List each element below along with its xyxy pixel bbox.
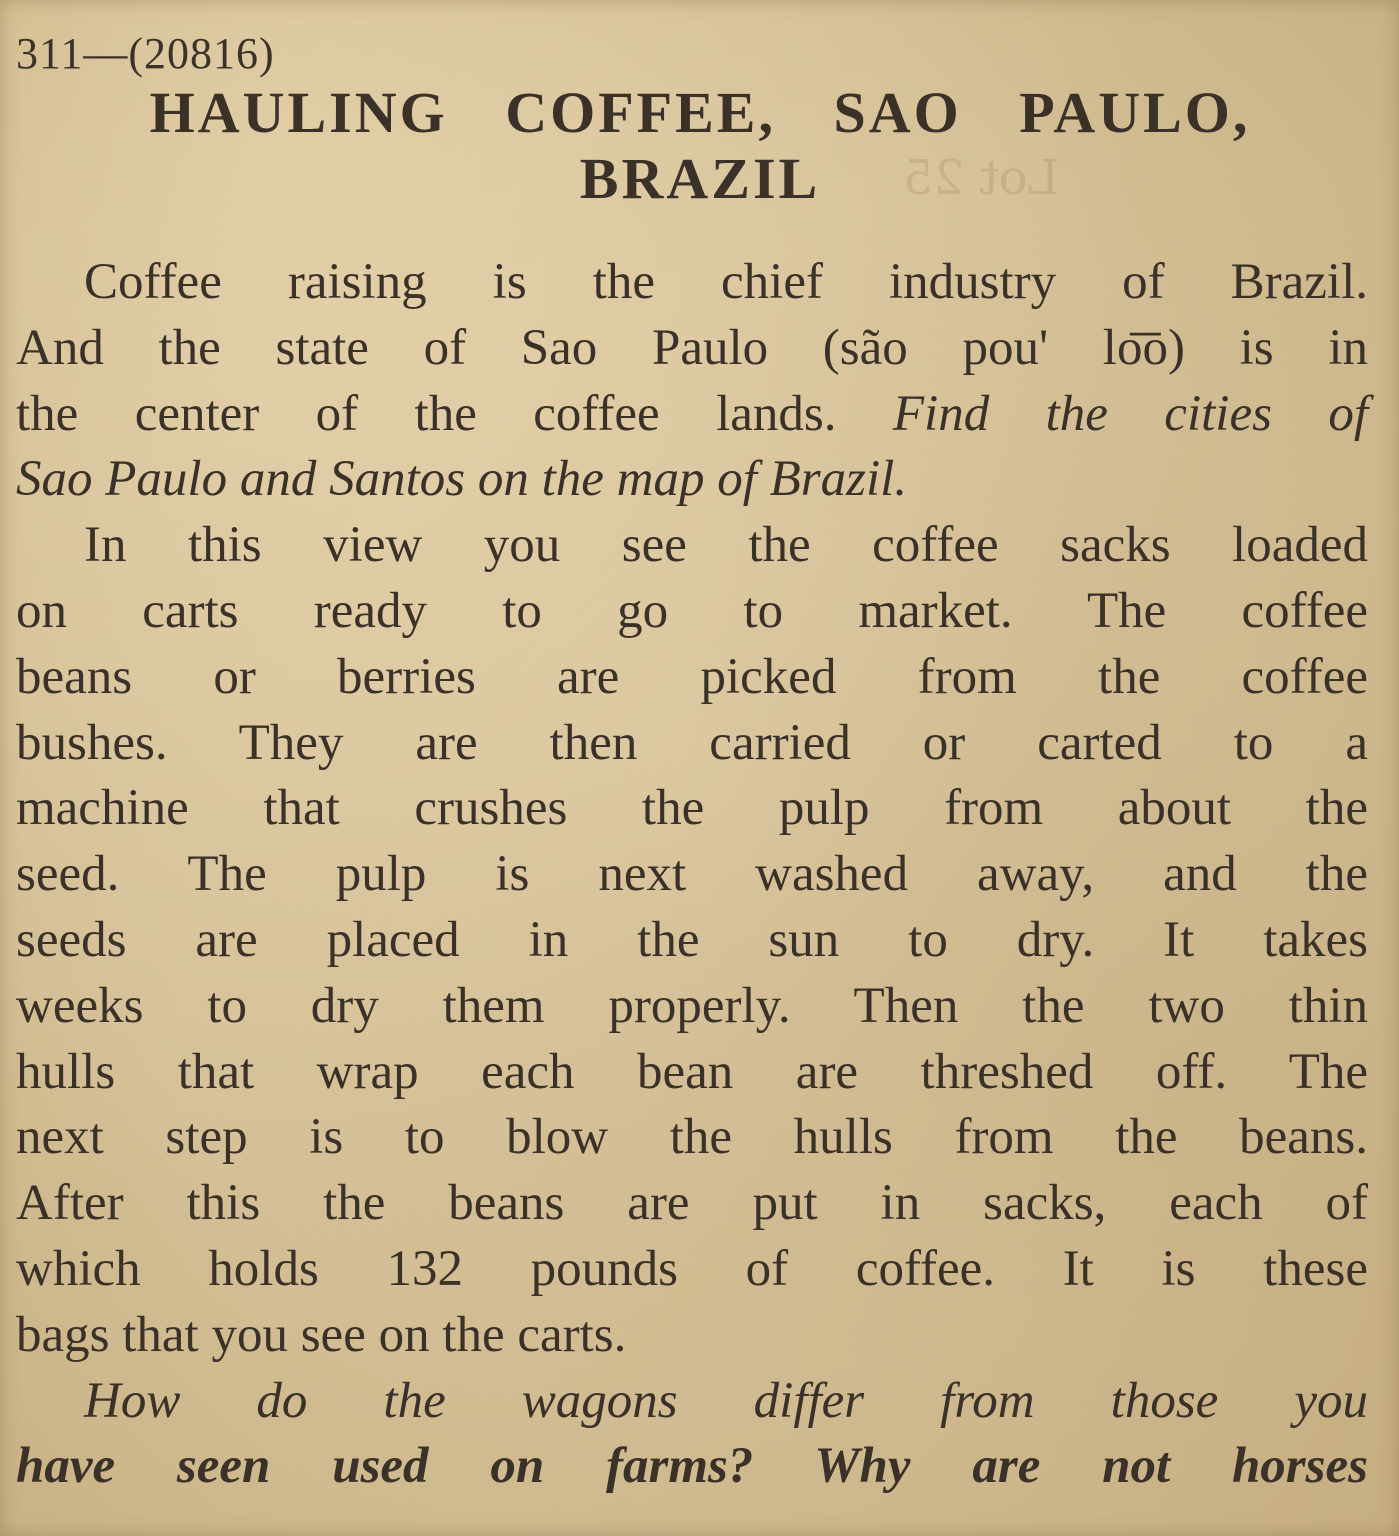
- text-line: [16, 382, 1368, 448]
- italic-instruction: Sao Paulo and Santos on the map of Brazil.: [16, 451, 908, 508]
- text-line: And the state of Sao Paulo (são pou' lo͞o) is in: [16, 319, 1368, 376]
- text-line: bushes. They are then carried or carted to a: [16, 714, 1368, 771]
- text-line: seed. The pulp is next washed away, and the: [16, 846, 1368, 903]
- text-segment: the center of the coffee lands.: [16, 385, 837, 442]
- question-line: How do the wagons differ from those you: [84, 1372, 1368, 1429]
- text-line: seeds are placed in the sun to dry. It takes: [16, 911, 1368, 968]
- paragraph-questions: [16, 1369, 1368, 1501]
- text-line: weeks to dry them properly. Then the two thin: [16, 977, 1368, 1034]
- card-title: [60, 80, 1340, 212]
- card-body-text: [16, 250, 1368, 1500]
- text-line: bags that you see on the carts.: [16, 1306, 627, 1363]
- catalog-number: 311—(20816): [16, 29, 275, 78]
- text-line: on carts ready to go to market. The coffee: [16, 582, 1368, 639]
- text-line: Coffee raising is the chief industry of Brazil.: [84, 254, 1368, 310]
- paragraph-description: [16, 513, 1368, 1368]
- text-line: beans or berries are picked from the coffee: [16, 648, 1368, 705]
- title-line-2: BRAZIL: [579, 146, 821, 211]
- text-line: hulls that wrap each bean are threshed off. The: [16, 1043, 1368, 1100]
- text-line: In this view you see the coffee sacks loaded: [84, 517, 1368, 574]
- italic-instruction: Find the cities of: [892, 385, 1368, 442]
- bleed-through-stamp: Lot 25: [902, 150, 1059, 206]
- paragraph-intro: [16, 250, 1368, 513]
- text-line: next step is to blow the hulls from the beans.: [16, 1109, 1368, 1166]
- text-line: which holds 132 pounds of coffee. It is these: [16, 1240, 1368, 1297]
- text-line: machine that crushes the pulp from about the: [16, 780, 1368, 837]
- question-line: have seen used on farms? Why are not horses: [16, 1438, 1368, 1495]
- text-line: After this the beans are put in sacks, each of: [16, 1175, 1368, 1232]
- title-line-1: HAULING COFFEE, SAO PAULO,: [149, 80, 1251, 145]
